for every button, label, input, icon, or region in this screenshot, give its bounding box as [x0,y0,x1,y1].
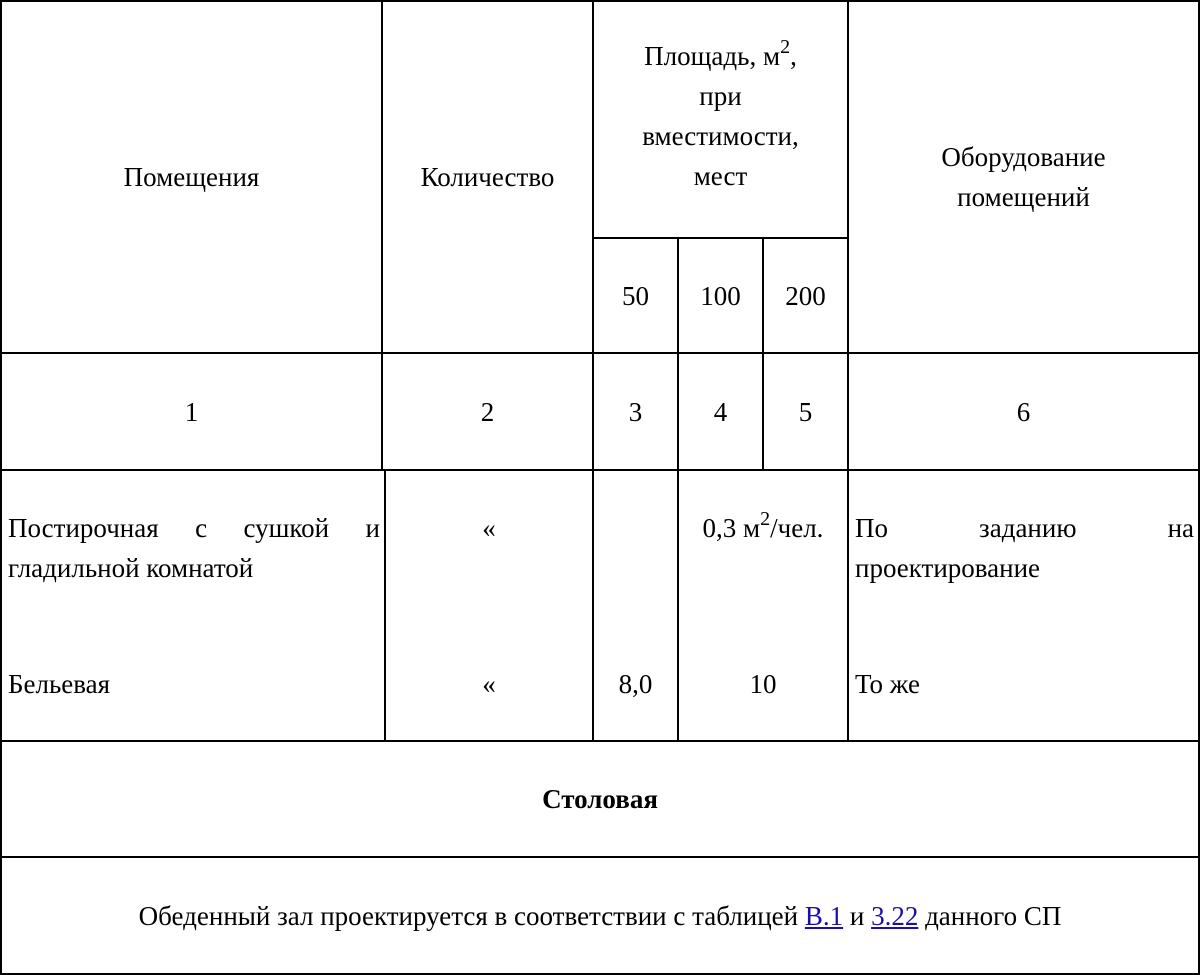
header-area-label [642,36,799,196]
table-row-1-equipment [849,508,1198,598]
header-area-line4: мест [693,161,748,191]
column-number-5 [764,354,847,469]
column-number-6 [849,354,1198,469]
table-row-1-name-line2: гладильной комнатой [8,553,254,583]
header-equipment-line1: Оборудование [941,142,1106,172]
header-equipment-label [941,137,1105,217]
header-area-line3: вместимости, [642,121,799,151]
table-row-1-area-prefix: 0,3 м [702,513,761,543]
table-row-2-name [2,664,384,704]
table-b1-link[interactable]: В.1 [804,900,844,931]
table-row-2-quantity [386,664,592,704]
column-number-3-label: 3 [628,396,643,427]
column-number-4 [679,354,762,469]
table-note-text-before: Обеденный зал проектируется в соответствии с таблицей [138,900,805,931]
table-note-text-middle: и [843,900,872,931]
header-capacity-200-label: 200 [785,280,826,311]
table-row-1-equipment-line1: По заданию на [855,513,1194,543]
table-note [2,858,1198,973]
table-row-2-area-merged [679,664,847,704]
table-row-1-quantity [386,508,592,548]
section-title [2,742,1198,856]
table-note-text-after: данного СП [918,900,1062,931]
header-capacity-100 [679,239,762,352]
table-row-2-quantity-value: « [482,669,496,699]
table-row-2-area-50 [594,664,677,704]
table-line-numbers-bottom [0,469,1200,471]
table-row-1-area-merged [679,508,847,548]
header-area-suffix: , [790,41,797,71]
table-row-1-area-merged-value [703,508,824,548]
column-number-1 [2,354,381,469]
header-quantity-label: Количество [420,162,555,192]
table-note-text [139,896,1062,936]
header-premises-label: Помещения [123,162,260,192]
header-area [594,36,847,196]
table-row-1-area-sup: 2 [760,508,771,530]
header-area-prefix: Площадь, м [644,41,781,71]
header-area-line2: при [699,81,742,111]
table-row-2-equipment-label: То же [855,669,920,699]
header-capacity-50-label: 50 [622,280,649,311]
column-number-5-label: 5 [798,396,813,427]
table-row-1-equipment-line2: проектирование [855,553,1041,583]
table-3-22-link[interactable]: 3.22 [871,900,919,931]
column-number-4-label: 4 [713,396,728,427]
table-row-1-quantity-value: « [482,513,496,543]
table-row-1-name-text [8,508,380,588]
column-number-1-label: 1 [184,396,199,427]
table-row-1-area-suffix: /чел. [770,513,824,543]
table-row-2-area-merged-value: 10 [749,669,777,699]
column-number-2 [383,354,592,469]
table-row-1-name-line1: Постирочная с сушкой и [8,513,380,543]
column-number-3 [594,354,677,469]
header-equipment [849,2,1198,352]
table-row-2-name-label: Бельевая [8,669,111,699]
table-row-2-equipment [849,664,1198,704]
column-number-6-label: 6 [1016,396,1031,427]
header-capacity-50 [594,239,677,352]
section-title-label: Столовая [542,784,658,814]
header-capacity-200 [764,239,847,352]
table-row-2-area-50-value: 8,0 [618,669,653,699]
table-row-1-equipment-text [855,508,1194,588]
header-area-sup: 2 [780,36,791,58]
header-premises [2,2,381,352]
header-capacity-100-label: 100 [700,280,741,311]
header-quantity [383,2,592,352]
table-row-1-area-50 [594,508,677,548]
column-number-2-label: 2 [480,396,495,427]
header-equipment-line2: помещений [957,182,1090,212]
table-row-1-name [2,508,384,598]
